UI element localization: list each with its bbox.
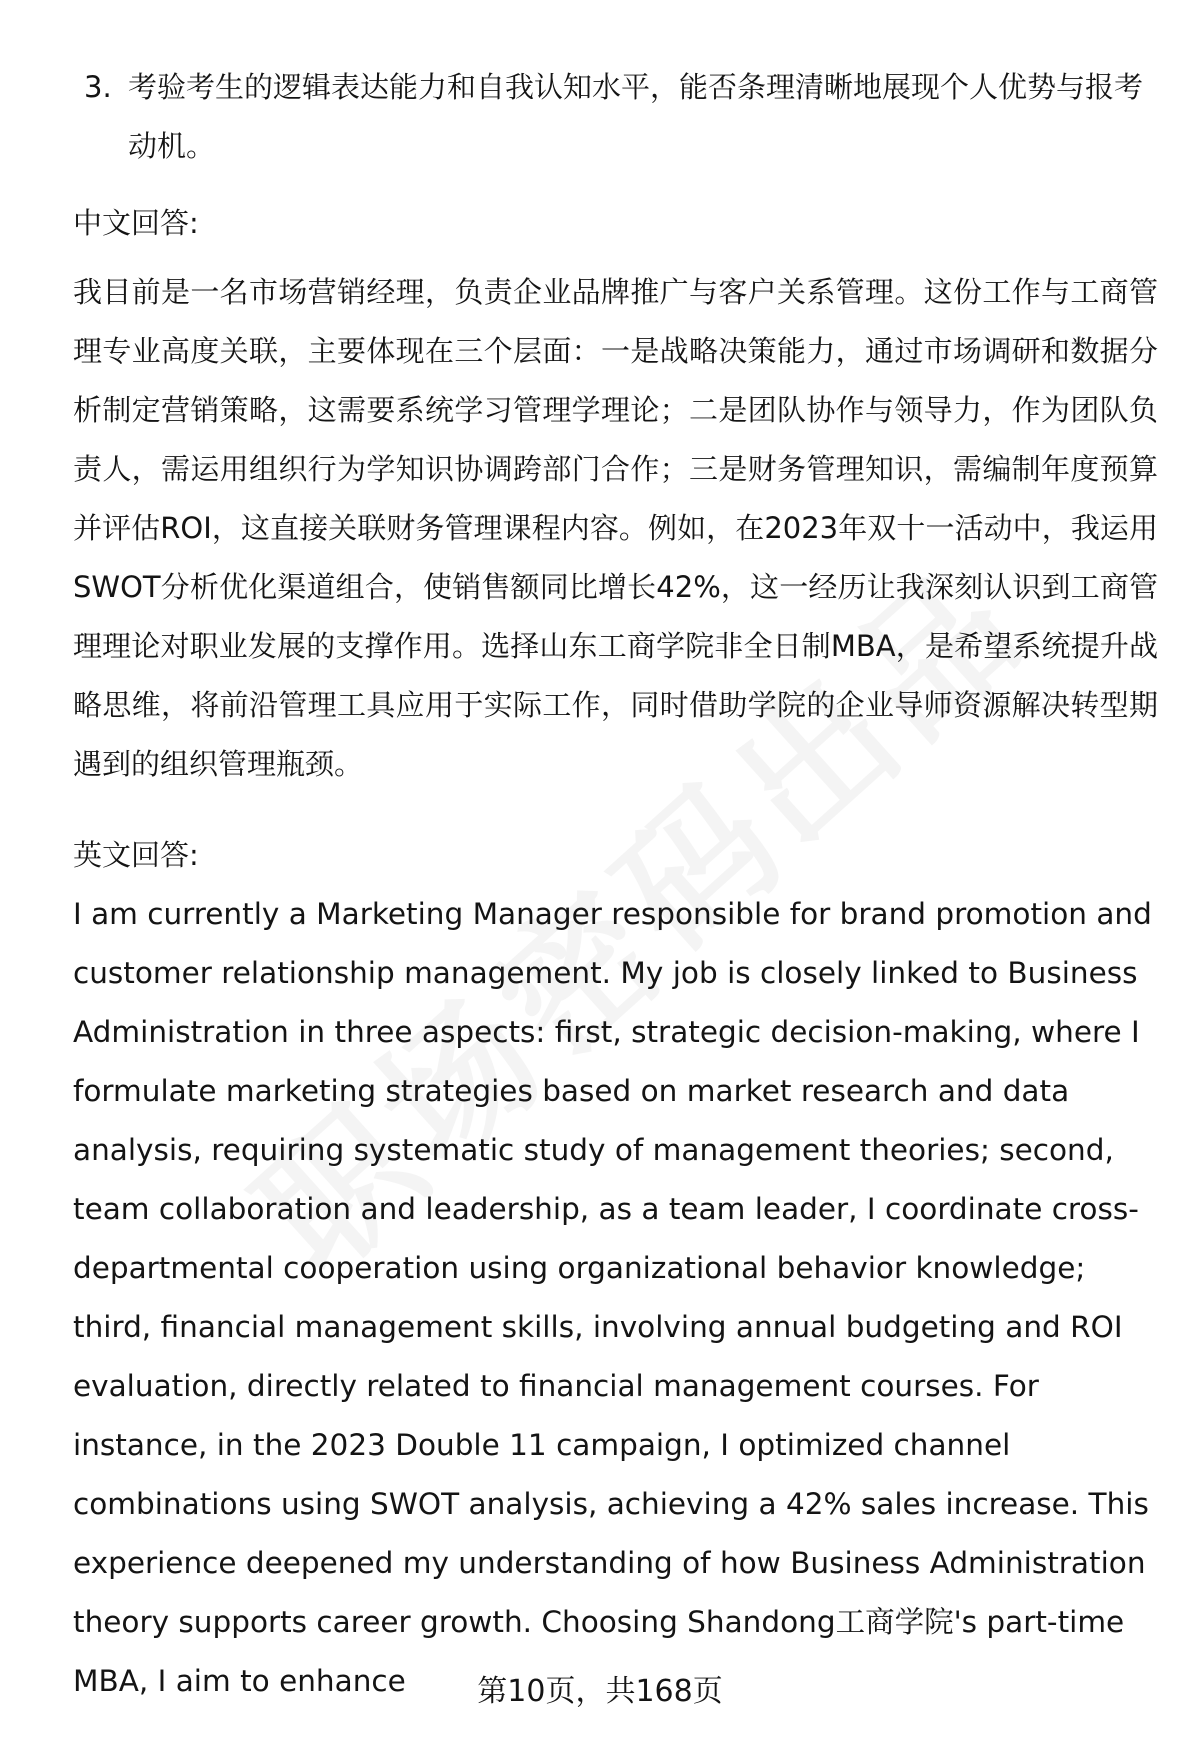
list-item-3 <box>84 58 1144 176</box>
chinese-answer-label: 中文回答: <box>73 206 199 240</box>
list-item-number: 3. <box>84 70 112 104</box>
page-footer: 第10页，共168页 <box>477 1674 723 1709</box>
list-item-text: 考验考生的逻辑表达能力和自我认知水平，能否条理清晰地展现个人优势与报考动机。 <box>128 70 1144 163</box>
chinese-answer-text: 我目前是一名市场营销经理，负责企业品牌推广与客户关系管理。这份工作与工商管理专业高度关联，主要体现在三个层面：一是战略决策能力，通过市场调研和数据分析制定营销策略，这需要系统学习管理学理论；二是团队协作与领导力，作为团队负责人，需运用组织行为学知识协调跨部门合作；三是财务管理知识，需编制年度预算并评估ROI，这直接关联财务管理课程内容。例如，在2023年双十一活动中，我运用SWOT分析优化渠道组合，使销售额同比增长42%，这一经历让我深刻认识到工商管理理论对职业发展的支撑作用。选择山东工商学院非全日制MBA，是希望系统提升战略思维，将前沿管理工具应用于实际工作，同时借助学院的企业导师资源解决转型期遇到的组织管理瓶颈。 <box>73 275 1158 781</box>
english-answer-label: 英文回答: <box>73 838 199 872</box>
english-answer-text: I am currently a Marketing Manager responsible for brand promotion and customer relationship management. My job is closely linked to Business Administration in three aspects: first, strategic decision-making, where I formulate marketing strategies based on market research and data analysis, requiring systematic study of management theories; second, team collaboration and leadership, as a team leader, I coordinate cross-departmental cooperation using organizational behavior knowledge; third, financial management skills, involving annual budgeting and ROI evaluation, directly related to financial management courses. For instance, in the 2023 Double 11 campaign, I optimized channel combinations using SWOT analysis, achieving a 42% sales increase. This experience deepened my understanding of how Business Administration theory supports career growth. Choosing Shandong工商学院's part-time MBA, I aim to enhance <box>73 897 1152 1698</box>
